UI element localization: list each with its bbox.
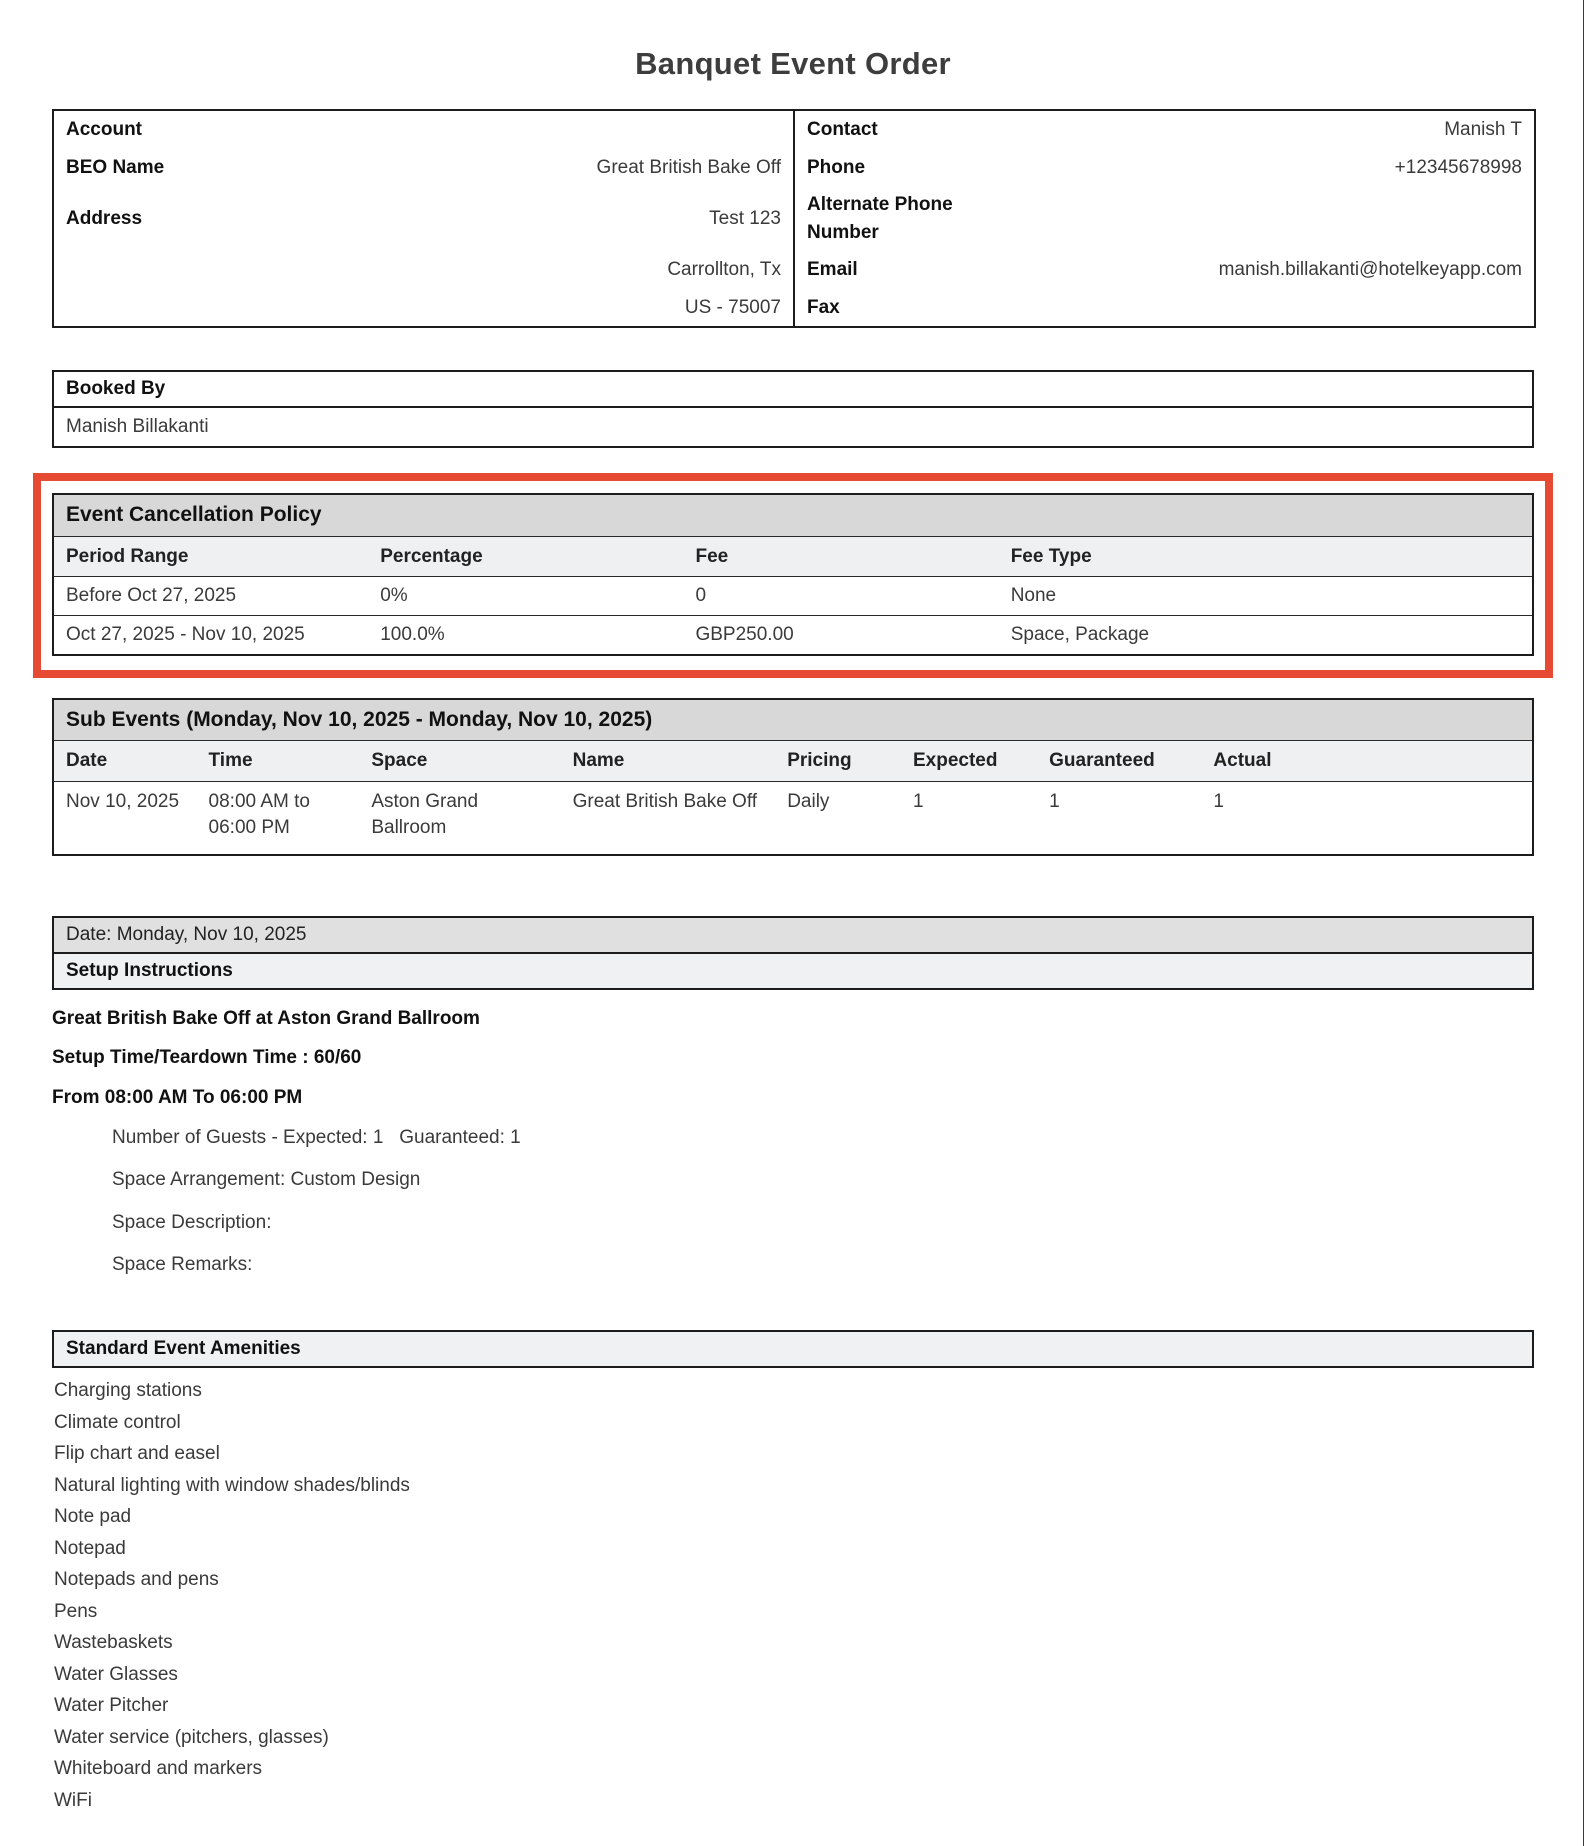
account-contact-row: [53, 149, 1535, 187]
address-value-line1: Test 123: [709, 207, 781, 229]
column-name: Name: [561, 740, 776, 781]
sub-event-expected: 1: [913, 790, 924, 812]
amenity-item: Water Pitcher: [54, 1695, 169, 1717]
amenity-item: Note pad: [54, 1506, 132, 1528]
column-actual: Actual: [1201, 740, 1533, 781]
amenity-item: Notepads and pens: [54, 1569, 219, 1591]
email-label: Email: [794, 251, 989, 289]
space-description-line: Space Description:: [112, 1211, 272, 1233]
amenities-section: [52, 1330, 1534, 1368]
cancellation-highlight-box: [33, 473, 1553, 677]
address-value-line3: US - 75007: [684, 296, 781, 318]
fax-value: [989, 289, 1535, 328]
sub-event-name: Great British Bake Off: [572, 790, 758, 812]
account-contact-row: [53, 251, 1535, 289]
setup-instructions-block: [52, 1006, 1534, 1278]
sub-event-pricing: Daily: [787, 790, 830, 812]
day-date-row: Date: Monday, Nov 10, 2025: [54, 918, 1532, 954]
amenity-item: Wastebaskets: [54, 1632, 173, 1654]
column-fee: Fee: [683, 536, 998, 577]
cancellation-policy-title-row: [53, 494, 1533, 536]
amenity-item: Notepad: [54, 1537, 126, 1559]
policy-period-range: Before Oct 27, 2025: [66, 585, 237, 607]
address-label-spacer: [53, 289, 188, 328]
cancellation-policy-title: Event Cancellation Policy: [53, 494, 1533, 536]
booked-by-value: Manish Billakanti: [66, 416, 209, 438]
booked-by-section: [52, 370, 1534, 448]
amenity-item: Water service (pitchers, glasses): [54, 1726, 329, 1748]
policy-row: [53, 577, 1533, 616]
setup-instructions-header: Setup Instructions: [54, 954, 1532, 988]
address-value-line2: Carrollton, Tx: [667, 259, 781, 281]
alternate-phone-value: [989, 186, 1535, 251]
column-fee-type: Fee Type: [999, 536, 1533, 577]
phone-label: Phone: [794, 149, 989, 187]
account-contact-table: [52, 109, 1536, 328]
address-label: Address: [66, 207, 143, 229]
policy-percentage: 100.0%: [368, 615, 683, 654]
amenities-list: [52, 1375, 1534, 1816]
column-pricing: Pricing: [775, 740, 901, 781]
sub-event-row: [53, 781, 1533, 855]
booked-by-header: Booked By: [54, 372, 1532, 408]
sub-events-column-header-row: [53, 740, 1533, 781]
amenity-item: Pens: [54, 1600, 98, 1622]
account-contact-row: [53, 289, 1535, 328]
fax-label: Fax: [794, 289, 989, 328]
account-contact-row: [53, 110, 1535, 149]
sub-events-table: [52, 698, 1534, 856]
page-right-edge-line: [1583, 0, 1585, 1846]
column-guaranteed: Guaranteed: [1037, 740, 1201, 781]
alternate-phone-label: Alternate Phone Number: [794, 186, 989, 251]
space-arrangement-line: Space Arrangement: Custom Design: [112, 1169, 421, 1191]
amenity-item: Charging stations: [54, 1380, 202, 1402]
account-value: [188, 110, 794, 149]
setup-teardown-time-line: Setup Time/Teardown Time : 60/60: [52, 1047, 362, 1069]
contact-value: Manish T: [1444, 119, 1522, 140]
policy-fee-type: None: [1010, 585, 1057, 607]
amenity-item: Whiteboard and markers: [54, 1758, 263, 1780]
sub-event-date: Nov 10, 2025: [66, 790, 180, 812]
setup-event-location-line: Great British Bake Off at Aston Grand Ballroom: [52, 1007, 480, 1029]
email-value: manish.billakanti@hotelkeyapp.com: [1218, 259, 1522, 281]
column-time: Time: [197, 740, 360, 781]
sub-events-title: Sub Events (Monday, Nov 10, 2025 - Monday, Nov 10, 2025): [53, 699, 1533, 741]
document-content: [52, 46, 1534, 1816]
policy-fee-type: Space, Package: [999, 615, 1533, 654]
account-contact-row: [53, 186, 1535, 251]
sub-event-time: 08:00 AM to 06:00 PM: [208, 790, 310, 839]
policy-row: [53, 615, 1533, 654]
policy-fee: 0: [695, 585, 707, 607]
column-expected: Expected: [901, 740, 1037, 781]
column-space: Space: [359, 740, 560, 781]
number-of-guests-line: Number of Guests - Expected: 1 Guaranteed: 1: [112, 1126, 521, 1148]
beo-name-value: Great British Bake Off: [596, 156, 781, 178]
policy-period-range: Oct 27, 2025 - Nov 10, 2025: [53, 615, 368, 654]
amenity-item: Climate control: [54, 1411, 181, 1433]
column-period-range: Period Range: [53, 536, 368, 577]
policy-percentage: 0%: [380, 585, 408, 607]
contact-label: Contact: [794, 110, 989, 149]
policy-fee: GBP250.00: [683, 615, 998, 654]
sub-event-guaranteed: 1: [1049, 790, 1060, 812]
amenities-header: Standard Event Amenities: [54, 1332, 1532, 1366]
day-details-section: [52, 916, 1534, 990]
sub-events-title-row: [53, 699, 1533, 741]
setup-from-to-line: From 08:00 AM To 06:00 PM: [52, 1086, 303, 1108]
cancellation-policy-column-header-row: [53, 536, 1533, 577]
amenity-item: Water Glasses: [54, 1663, 178, 1685]
cancellation-policy-table: [52, 493, 1534, 655]
column-percentage: Percentage: [368, 536, 683, 577]
page-title: Banquet Event Order: [635, 46, 951, 81]
address-label-spacer: [53, 251, 188, 289]
sub-event-actual: 1: [1213, 790, 1224, 812]
amenity-item: WiFi: [54, 1789, 92, 1811]
phone-value: +12345678998: [1394, 156, 1522, 178]
sub-event-space: Aston Grand Ballroom: [371, 790, 479, 839]
account-label: Account: [66, 119, 142, 140]
amenity-item: Flip chart and easel: [54, 1443, 220, 1465]
beo-name-label: BEO Name: [66, 156, 165, 178]
column-date: Date: [53, 740, 197, 781]
amenity-item: Natural lighting with window shades/blinds: [54, 1474, 410, 1496]
space-remarks-line: Space Remarks:: [112, 1254, 253, 1276]
